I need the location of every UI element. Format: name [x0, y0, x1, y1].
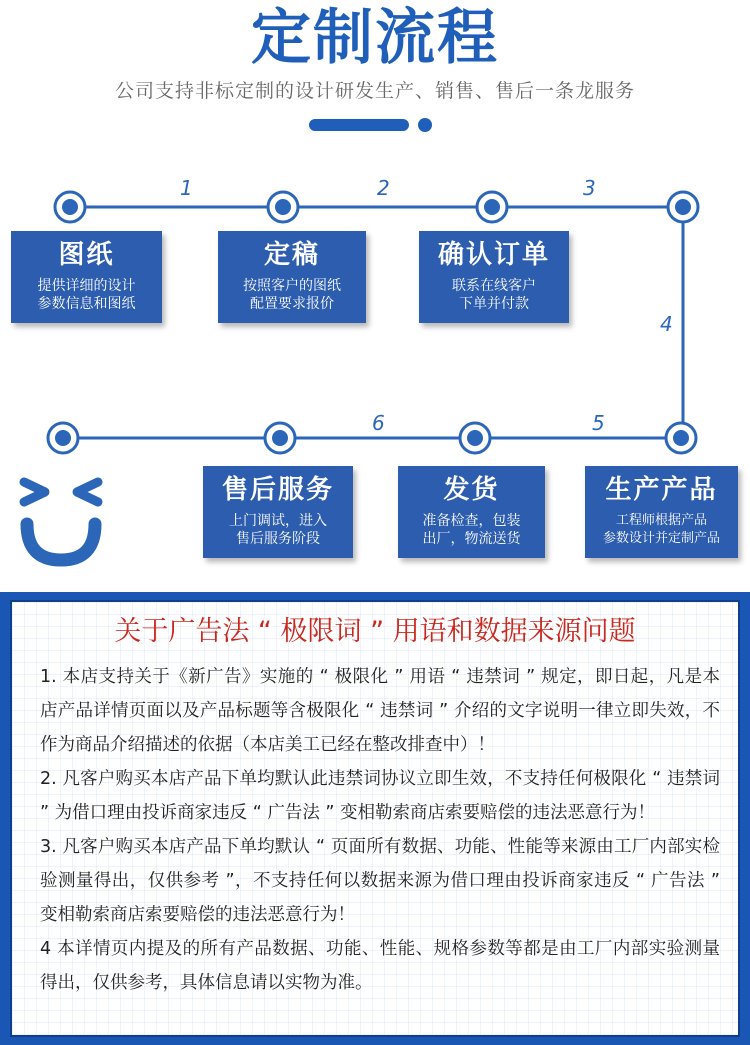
flow-node-1 — [55, 192, 85, 222]
step-card-description: 工程师根据产品 参数设计并定制产品 — [602, 513, 720, 546]
step-card-drawings — [11, 231, 162, 323]
page-title: 定制流程 — [251, 3, 499, 73]
step-card-title: 售后服务 — [221, 475, 334, 505]
step-card-description: 按照客户的图纸 配置要求报价 — [243, 278, 341, 312]
flow-node-3 — [477, 192, 507, 222]
step-number-4: 4 — [660, 312, 673, 336]
notice-title: 关于广告法 “ 极限词 ” 用语和数据来源问题 — [114, 616, 636, 647]
notice-body — [40, 660, 720, 1000]
step-number-1: 1 — [180, 176, 193, 200]
step-card-finalize — [218, 231, 366, 323]
step-card-shipping — [398, 466, 545, 558]
step-number-5: 5 — [592, 411, 605, 435]
step-number-3: 3 — [583, 176, 596, 200]
step-card-after-sales — [203, 466, 353, 558]
step-card-description: 准备检查，包装 出厂，物流送货 — [422, 513, 521, 547]
notice-inner-frame — [10, 600, 740, 1037]
step-card-confirm-order — [419, 231, 569, 323]
step-card-description: 联系在线客户 下单并付款 — [452, 278, 536, 312]
step-number-2: 2 — [377, 176, 390, 200]
step-card-production — [585, 466, 738, 558]
step-card-description: 提供详细的设计 参数信息和图纸 — [37, 278, 136, 312]
flow-node-2 — [268, 192, 298, 222]
flow-node-8 — [48, 423, 78, 453]
step-card-title: 生产产品 — [605, 475, 718, 505]
page-subtitle: 公司支持非标定制的设计研发生产、销售、售后一条龙服务 — [114, 80, 635, 102]
step-card-title: 定稿 — [263, 240, 320, 270]
step-number-6: 6 — [372, 411, 385, 435]
flow-node-7 — [265, 423, 295, 453]
flow-node-5 — [666, 423, 696, 453]
step-card-title: 发货 — [443, 475, 500, 505]
notice-paragraph-4: 4 本详情页内提及的所有产品数据、功能、性能、规格参数等都是由工厂内部实验测量得出，仅供参考，具体信息请以实物为准。 — [40, 939, 720, 993]
step-card-description: 上门调试，进入 售后服务阶段 — [229, 513, 327, 547]
smiley-face-icon — [24, 482, 98, 560]
notice-paragraph-2: 2. 凡客户购买本店产品下单均默认此违禁词协议立即生效，不支持任何极限化 “ 违禁词 ” 为借口理由投诉商家违反 “ 广告法 ” 变相勒索商店索要赔偿的违法恶意行为！ — [40, 769, 720, 823]
advertising-law-notice-panel — [0, 592, 750, 1045]
step-card-title: 图纸 — [58, 240, 115, 270]
notice-paragraph-1: 1. 本店支持关于《新广告》实施的 “ 极限化 ” 用语 “ 违禁词 ” 规定，即日起，凡是本店产品详情页面以及产品标题等含极限化 “ 违禁词 ” 介绍的文字说明一律立即失效，不作为商品介绍描述的依据（本店美工已经在整改排查中）！ — [40, 667, 720, 755]
flow-node-6 — [460, 423, 490, 453]
notice-paragraph-3: 3. 凡客户购买本店产品下单均默认 “ 页面所有数据、功能、性能等来源由工厂内部实检验测量得出，仅供参考 ”，不支持任何以数据来源为借口理由投诉商家违反 “ 广告法 ” 变相勒索商店索要赔偿的违法恶意行为！ — [40, 837, 720, 925]
step-card-title: 确认订单 — [437, 240, 550, 270]
flow-node-4 — [668, 192, 698, 222]
